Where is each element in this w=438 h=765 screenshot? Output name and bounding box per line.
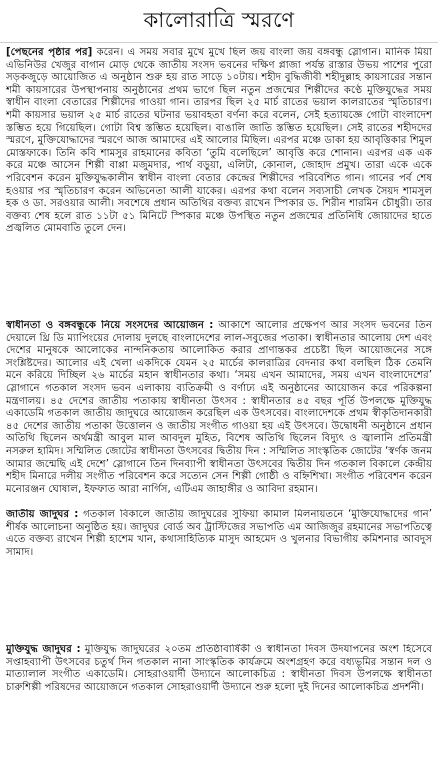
paragraph-intro (6, 47, 432, 319)
paragraph-text: গতকাল বিকালে জাতীয় জাদুঘরের সুফিয়া কামাল মিলনায়তনে ‘মুক্তিযোদ্ধাদের গান’ শীর্ষক আলোচনা অনুষ্ঠিত হয়। জাদুঘর বোর্ড অব ট্রাস্টিজের সভাপতি এম আজিজুর রহমানের সভাপতিত্বে এতে বক্তব্য রাখেন শিল্পী হাশেম খান, কথাসাহিত্যিক মাসুদ আহমেদ ও খুলনার বিভাগীয় কমিশনার আবদুস সামাদ। (6, 509, 432, 558)
section-label: স্বাধীনতা ও বঙ্গবন্ধুকে নিয়ে সংসদের আয়োজন : (6, 320, 214, 331)
paragraph-text: করেন। এ সময় সবার মুখে মুখে ছিল জয় বাংলা জয় বঙ্গবন্ধু স্লোগান। মানিক মিয়া এভিনিউর খেজুর বাগান মোড় থেকে জাতীয় সংসদ ভবনের দক্ষিণ প্লাজা পর্যন্ত রাস্তার উভয় পাশের পুরো সড়কজুড়ে আয়োজিত এ অনুষ্ঠান শুরু হয় রাত সাড়ে ১০টায়। শহীদ বুদ্ধিজীবী শহীদুল্লাহ কায়সারের সন্তান শমী কায়সারের উপস্থাপনায় অনুষ্ঠানের প্রথম ভাগে ছিল নতুন প্রজন্মের শিল্পীদের কণ্ঠে মুক্তিযুদ্ধের সময় স্বাধীন বাংলা বেতারের শিল্পীদের গাওয়া গান। তারপর ছিল ২৫ মার্চ রাতের ভয়াল কালরাতের স্মৃতিচারণ। শমী কায়সার ভয়াল ২৫ মার্চ রাতের ঘটনার ভয়াবহতা বর্ণনা করে বলেন, সেই হত্যাযজ্ঞে গোটা বাংলাদেশ স্তম্ভিত হয়ে গিয়েছিল। গোটা বিশ্ব স্তম্ভিত হয়েছিল। বাঙালি জাতি স্তম্ভিত হয়েছিল। সেই রাতের শহীদদের স্মরণে, মুক্তিযোদ্ধাদের স্মরণে আজ আমাদের এই আলোর মিছিল। এরপর মঞ্চে ডাকা হয় আবৃত্তিকার শিমুল মোস্তফাকে। তিনি কবি শামসুর রাহমানের কবিতা ‘তুমি বলেছিলে’ আবৃত্তি করে শোনান। এরপর এক এক করে মঞ্চে আসেন শিল্পী বাপ্পা মজুমদার, পার্থ বড়ুয়া, এলিটা, কোনাল, জোহাদ প্রমুখ। তারা একে একে পরিবেশন করেন মুক্তিযুদ্ধকালীন স্বাধীন বাংলা বেতার কেন্দ্রের শিল্পীদের পরিবেশিত গান। গানের পর্ব শেষ হওয়ার পর স্মৃতিচারণ করেন অভিনেতা আলী যাকের। এরপর কথা বলেন সব্যসাচী লেখক সৈয়দ শামসুল হক ও ডা. সরওয়ার আলী। সবশেষে প্রধান অতিথির বক্তব্য রাখেন স্পিকার ড. শিরীন শারমিন চৌধুরী। তার বক্তব্য শেষ হলে রাত ১১টা ৫১ মিনিটে স্পিকার মঞ্চে উপস্থিত নতুন প্রজন্মের প্রতিনিধি জোয়াদের হাতে প্রজ্বলিত মোমবাতি তুলে দেন। (6, 47, 432, 235)
paragraph-parliament (6, 320, 432, 508)
paragraph-liberation-museum (6, 644, 432, 744)
section-label: মুক্তিযুদ্ধ জাদুঘর : (6, 644, 81, 655)
headline: কালোরাত্রি স্মরণে (143, 7, 295, 32)
continuation-ref: [পেছনের পৃষ্ঠার পর] (6, 47, 93, 58)
paragraph-text: আকাশে আলোর প্রক্ষেপণ আর সংসদ ভবনের তিন দেয়ালে থ্রি ডি ম্যাপিংয়ের দোলায় দুলছে বাংলাদেশের লাল-সবুজের পতাকা। স্বাধীনতার আলোয় দেশ এবং দেশের মানুষকে আলোকের নান্দনিকতায় আলোকিত করার প্রাণান্তকর প্রচেষ্টা ছিল আয়োজনের সঙ্গে সংশ্লিষ্টদের। আলোর এই খেলা একদিকে যেমন ২৫ মার্চের কালরাত্রির বেদনার কথা বলছিল ঠিক তেমনি মনে করিয়ে দিচ্ছিল ২৬ মার্চের মহান স্বাধীনতার কথা। ‘সময় এখন আমাদের, সময় এখন বাংলাদেশের’ স্লোগানে গতকাল সংসদ ভবন এলাকায় ব্যতিক্রমী ও বর্ণাঢ্য এই অনুষ্ঠানের আয়োজন করে পরিকল্পনা মন্ত্রণালয়। ৪৫ দেশের জাতীয় পতাকায় স্বাধীনতা উৎসব : স্বাধীনতার ৪৫ বছর পূর্তি উপলক্ষে মুক্তিযুদ্ধ একাডেমি গতকাল জাতীয় জাদুঘরে আয়োজন করেছিল এক উৎসবের। বাংলাদেশকে প্রথম স্বীকৃতিদানকারী ৪৫ দেশের জাতীয় পতাকা উত্তোলন ও জাতীয় সংগীত গাওয়া হয় এই উৎসবে। উদ্বোধনী অনুষ্ঠানে প্রধান অতিথি ছিলেন অর্থমন্ত্রী আবুল মাল আবদুল মুহিত, বিশেষ অতিথি ছিলেন বিদ্যুৎ ও জ্বালানি প্রতিমন্ত্রী নসরুল হামিদ। সম্মিলিত জোটের স্বাধীনতা উৎসবের দ্বিতীয় দিন : সম্মিলিত সাংস্কৃতিক জোটের ‘স্বর্ণক জনম আমার জন্মেছি এই দেশে’ স্লোগানে তিন দিনব্যাপী স্বাধীনতা উৎসবের দ্বিতীয় দিন গতকাল বিকালে কেন্দ্রীয় শহীদ মিনারে দলীয় সংগীত পরিবেশন করে সত্যেন সেন শিল্পী গোষ্ঠী ও বহ্নিশিখা। সংগীত পরিবেশন করেন মনোরঞ্জন ঘোষাল, ইফফাত আরা নার্গিস, এটিএম জাহাঙ্গীর ও আবিদা রহমান। (6, 320, 432, 495)
section-label: জাতীয় জাদুঘর : (6, 509, 79, 520)
header-bar (0, 0, 438, 43)
article-body (0, 43, 438, 744)
paragraph-text: মুক্তিযুদ্ধ জাদুঘরের ২০তম প্রতিষ্ঠাবার্ষিকী ও স্বাধীনতা দিবস উদযাপনের অংশ হিসেবে সপ্তাহব্যাপী উৎসবের চতুর্থ দিন গতকাল নানা সাংস্কৃতিক কার্যক্রমে অংশগ্রহণ করে বধ্যভূমির সন্তান দল ও মাত্যালাল সংগীত একাডেমি। সোহরাওয়ার্দী উদ্যানে আলোকচিত্র : স্বাধীনতা দিবস উপলক্ষে স্বাধীনতা চারুশিল্পী পরিষদের আয়োজনে গতকাল সোহরাওয়ার্দী উদ্যানে শুরু হলো দুই দিনের আলোকচিত্র প্রদর্শনী। (6, 644, 432, 693)
paragraph-national-museum (6, 509, 432, 643)
